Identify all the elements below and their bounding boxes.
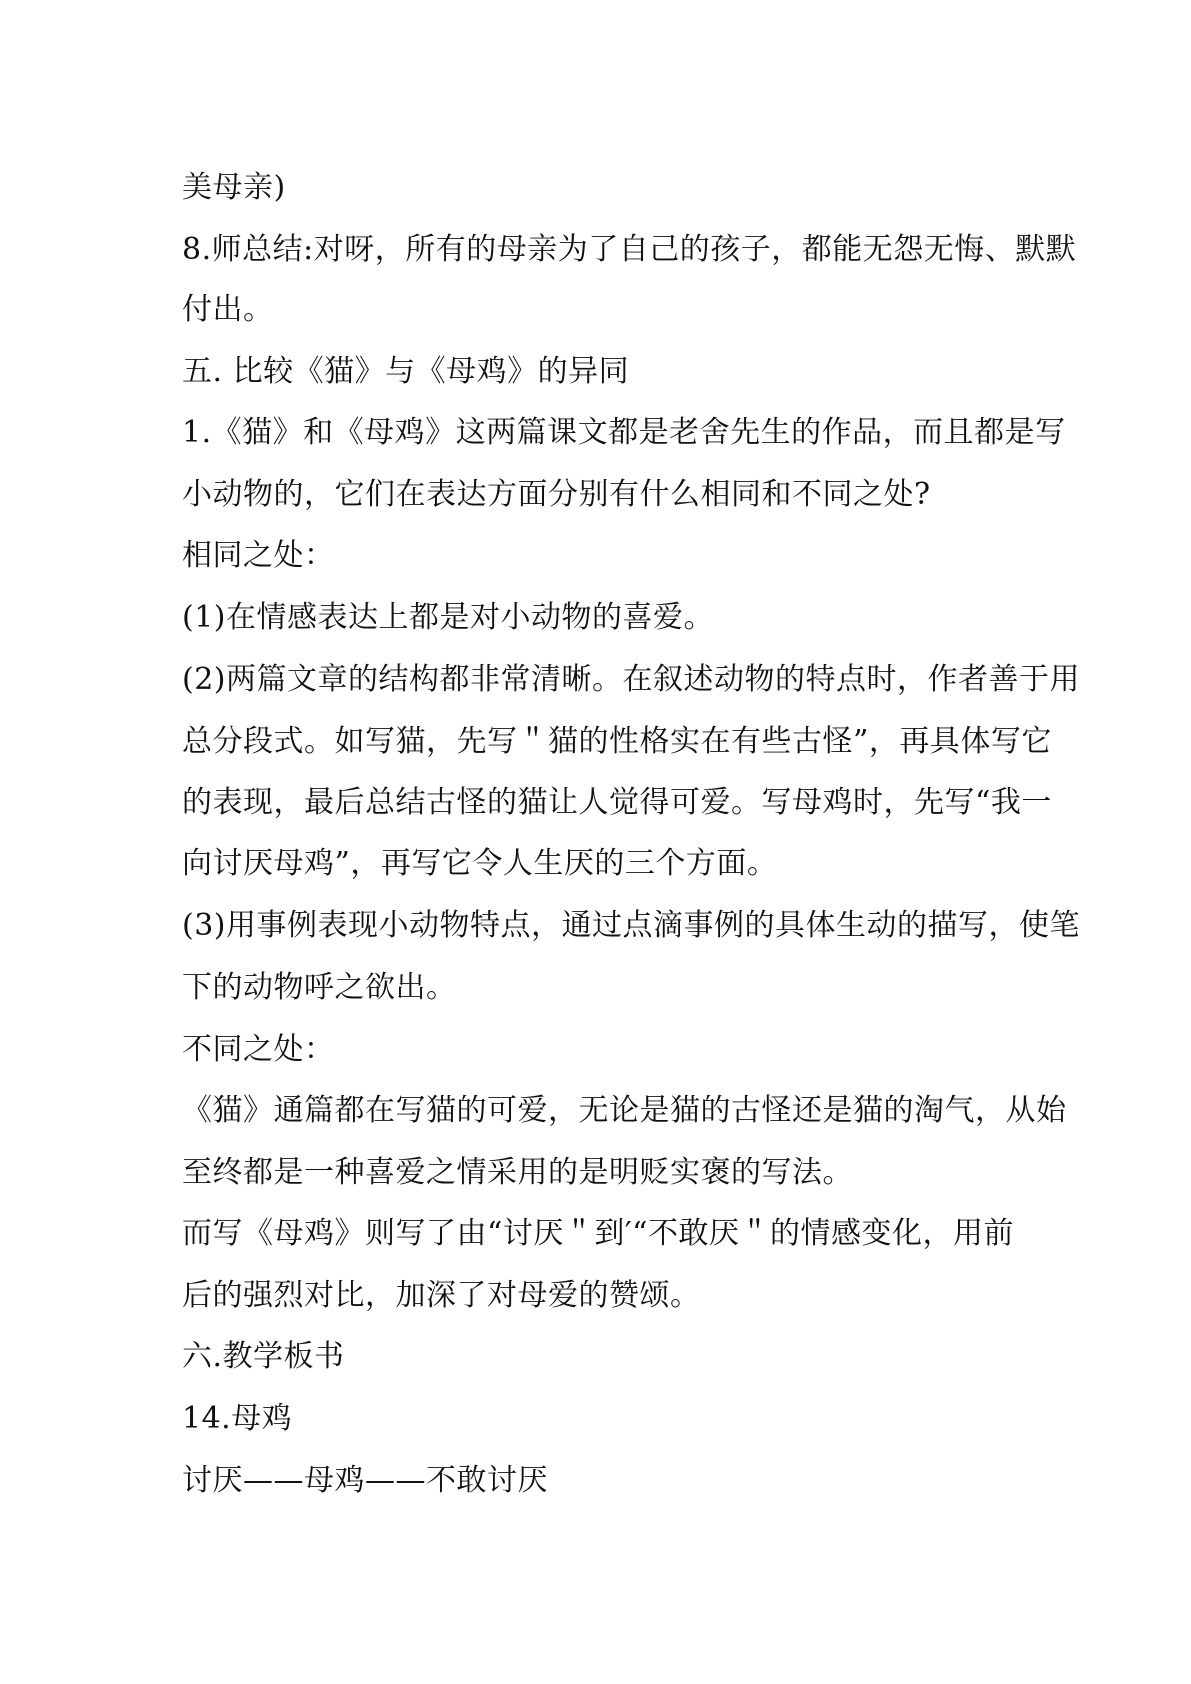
text-line: 下的动物呼之欲出。: [182, 970, 457, 1005]
text-line: 小动物的，它们在表达方面分别有什么相同和不同之处?: [182, 477, 931, 512]
text-line: 讨厌——母鸡——不敢讨厌: [182, 1463, 548, 1498]
text-line: 后的强烈对比，加深了对母爱的赞颂。: [182, 1278, 701, 1313]
text-line: 《猫》通篇都在写猫的可爱，无论是猫的古怪还是猫的淘气，从始: [182, 1093, 1067, 1128]
text-line: 8.师总结:对呀，所有的母亲为了自己的孩子，都能无怨无悔、默默: [182, 232, 1077, 267]
text-line: 的表现，最后总结古怪的猫让人觉得可爱。写母鸡时，先写“我一: [182, 785, 1052, 820]
section-heading: 五. 比较《猫》与《母鸡》的异同: [182, 354, 630, 389]
text-line: 不同之处：: [182, 1032, 335, 1067]
text-line: 1.《猫》和《母鸡》这两篇课文都是老舍先生的作品，而且都是写: [182, 415, 1066, 450]
text-line: (3)用事例表现小动物特点，通过点滴事例的具体生动的描写，使笔: [182, 908, 1080, 943]
text-line: (2)两篇文章的结构都非常清晰。在叙述动物的特点时，作者善于用: [182, 662, 1080, 697]
text-line: 至终都是一种喜爱之情采用的是明贬实褒的写法。: [182, 1155, 853, 1190]
text-line: (1)在情感表达上都是对小动物的喜爱。: [182, 600, 714, 635]
text-line: 向讨厌母鸡”，再写它令人生厌的三个方面。: [182, 846, 778, 881]
section-heading: 六.教学板书: [182, 1339, 345, 1374]
text-line: 美母亲): [182, 170, 286, 205]
text-line: 14.母鸡: [182, 1401, 293, 1436]
text-line: 而写《母鸡》则写了由“讨厌＂到′“不敢厌＂的情感变化，用前: [182, 1216, 1014, 1251]
text-line: 付出。: [182, 292, 274, 327]
text-line: 相同之处：: [182, 538, 335, 573]
text-line: 总分段式。如写猫，先写＂猫的性格实在有些古怪”，再具体写它: [182, 724, 1052, 759]
